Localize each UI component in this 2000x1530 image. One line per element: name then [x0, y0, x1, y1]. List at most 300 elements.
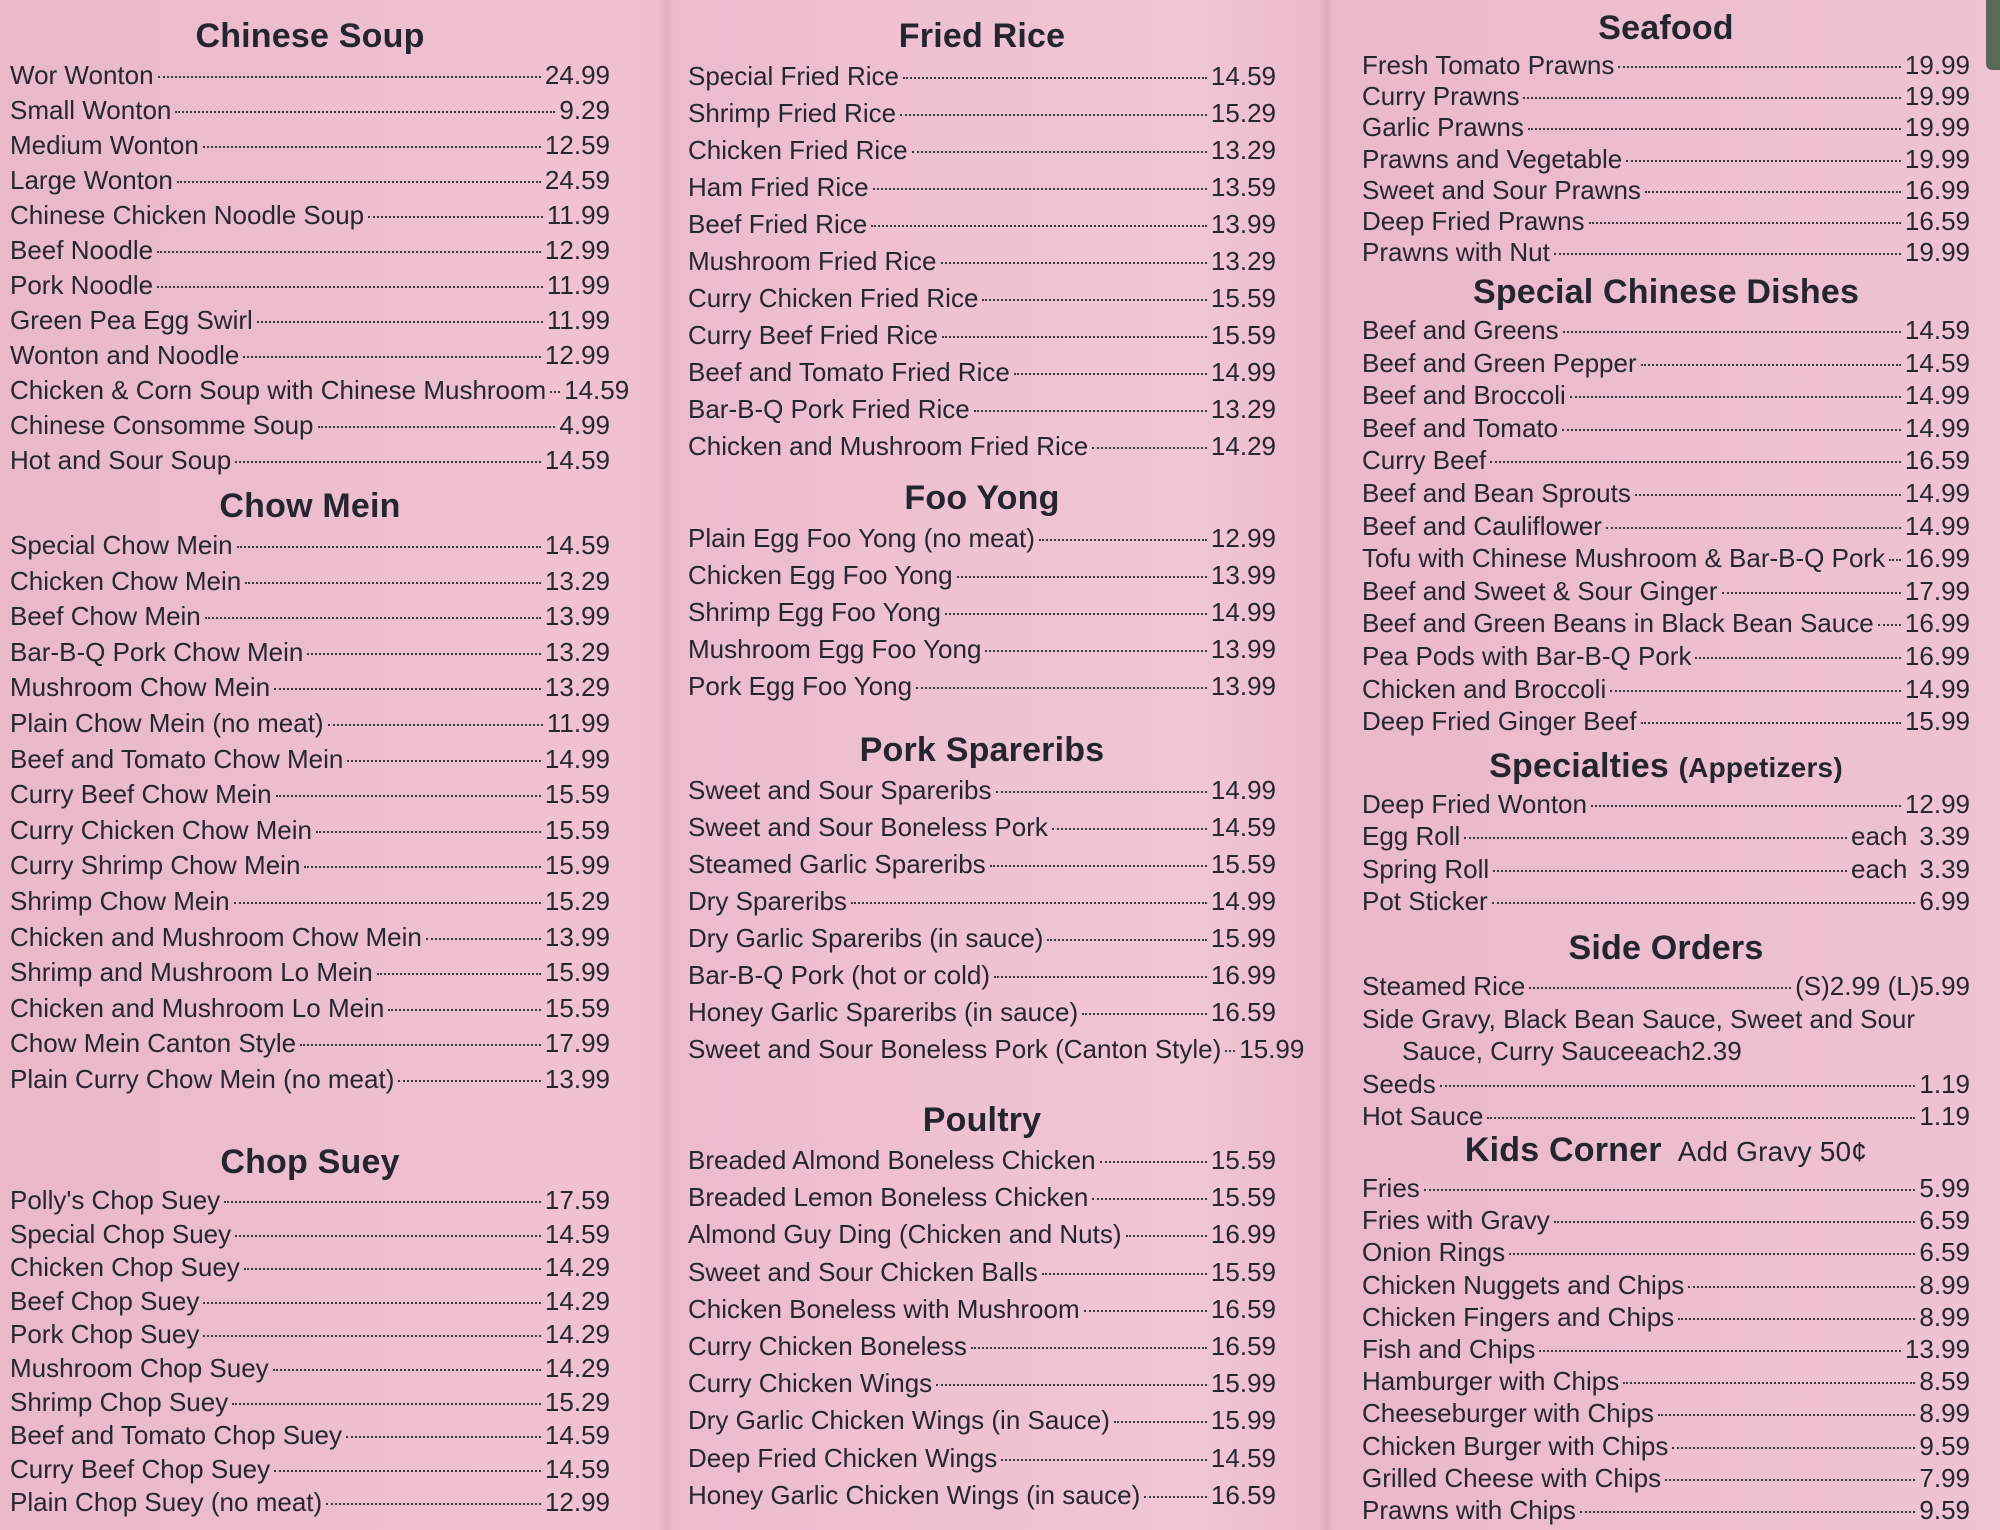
menu-item-name: Medium Wonton: [10, 130, 199, 160]
menu-item: [688, 1440, 1276, 1477]
menu-item-price: 14.99: [1210, 775, 1276, 805]
menu-item-name: Chicken & Corn Soup with Chinese Mushroom: [10, 375, 547, 405]
menu-item: [10, 920, 610, 956]
menu-item-name: Pork Chop Suey: [10, 1319, 200, 1350]
dot-leader: [996, 791, 1207, 793]
dot-leader: [1126, 1235, 1207, 1237]
menu-item: [1362, 1269, 1970, 1301]
menu-item-name: Garlic Prawns: [1362, 112, 1524, 143]
menu-item-price: 13.99: [1210, 209, 1276, 239]
dot-leader: [318, 426, 556, 428]
menu-item-name: Seeds: [1362, 1068, 1436, 1099]
menu-item-name: Beef and Green Beans in Black Bean Sauce: [1362, 608, 1874, 639]
menu-item: [10, 528, 610, 564]
menu-item-price: 16.59: [1904, 445, 1970, 476]
menu-item-price: 15.59: [544, 779, 610, 810]
menu-item-price: 15.99: [1210, 1405, 1276, 1436]
menu-item: [688, 169, 1276, 206]
menu-item-name: Deep Fried Ginger Beef: [1362, 706, 1637, 737]
menu-item-price: 3.39: [1919, 821, 1970, 852]
menu-item-price: 12.99: [544, 340, 610, 370]
menu-item-price: 6.59: [1919, 1205, 1970, 1236]
menu-item-name: Ham Fried Rice: [688, 172, 869, 202]
dot-leader: [1889, 559, 1901, 561]
dot-leader: [157, 251, 541, 253]
menu-item-name: Beef and Bean Sprouts: [1362, 477, 1631, 508]
menu-item: [1362, 206, 1970, 237]
menu-item: [1362, 1365, 1970, 1397]
menu-item: [688, 1291, 1276, 1328]
menu-item: [688, 520, 1276, 557]
menu-item: [1362, 444, 1970, 477]
menu-item: [1362, 1430, 1970, 1462]
menu-item-name: Shrimp Chop Suey: [10, 1386, 229, 1417]
dot-leader: [1554, 1221, 1916, 1223]
menu-item-price: 14.29: [544, 1252, 610, 1283]
menu-item-price: 13.59: [1210, 172, 1276, 202]
menu-item-price: 1.19: [1919, 1101, 1970, 1132]
menu-item-price: 16.99: [1210, 1219, 1276, 1250]
dot-leader: [912, 151, 1207, 153]
dot-leader: [1641, 364, 1901, 366]
dot-leader: [1144, 1496, 1207, 1498]
menu-item-price: 14.59: [544, 1453, 610, 1484]
dot-leader: [1493, 870, 1847, 872]
menu-item-name: Curry Chicken Boneless: [688, 1330, 967, 1361]
menu-item-price: 16.99: [1904, 543, 1970, 574]
menu-item: [688, 354, 1276, 391]
menu-item-price: 13.29: [544, 636, 610, 667]
menu-item-price: 14.99: [1210, 597, 1276, 627]
dot-leader: [426, 938, 541, 940]
section-title-text: Side Orders: [1568, 929, 1764, 967]
menu-item: [688, 1402, 1276, 1439]
menu-section-chinese-soup: [10, 14, 630, 478]
menu-item-name-line1: Side Gravy, Black Bean Sauce, Sweet and Sour: [1362, 1003, 1916, 1034]
menu-item-price: 14.99: [1904, 412, 1970, 443]
menu-item-name: Wor Wonton: [10, 60, 154, 90]
dot-leader: [300, 1044, 541, 1046]
dot-leader: [1100, 1161, 1207, 1163]
menu-item-price: 17.99: [544, 1028, 610, 1059]
menu-item: [10, 163, 610, 198]
background-edge: [1986, 0, 2000, 70]
menu-item-name: Steamed Garlic Spareribs: [688, 849, 986, 879]
menu-item-name: Sweet and Sour Chicken Balls: [688, 1256, 1038, 1287]
dot-leader: [1092, 447, 1207, 449]
section-title: [1362, 6, 1970, 50]
menu-item-price: 11.99: [546, 707, 610, 738]
menu-item-price: 19.99: [1904, 143, 1970, 174]
section-title-text: Seafood: [1598, 9, 1734, 47]
menu-item: [688, 1179, 1276, 1216]
dot-leader: [257, 321, 543, 323]
menu-item: [10, 198, 610, 233]
menu-item: [10, 373, 630, 408]
menu-item: [10, 1453, 610, 1487]
menu-item-name: Mushroom Fried Rice: [688, 246, 937, 276]
menu-item: [1362, 81, 1970, 112]
menu-item-name: Chicken Chow Mein: [10, 565, 242, 596]
dot-leader: [1562, 429, 1901, 431]
dot-leader: [1509, 1253, 1915, 1255]
menu-item: [688, 772, 1276, 809]
dot-leader: [945, 613, 1207, 615]
dot-leader: [1464, 837, 1847, 839]
dot-leader: [157, 286, 543, 288]
menu-item: [10, 670, 610, 706]
menu-item-price: 16.59: [1210, 1479, 1276, 1510]
menu-item-price: 15.29: [544, 885, 610, 916]
menu-item: [1362, 1397, 1970, 1429]
menu-item-price: 14.99: [1904, 510, 1970, 541]
menu-section-chop-suey: [10, 1140, 610, 1520]
menu-item-name: Plain Egg Foo Yong (no meat): [688, 523, 1035, 553]
dot-leader: [550, 391, 560, 393]
dot-leader: [1722, 592, 1901, 594]
menu-item-price: 17.59: [544, 1185, 610, 1215]
menu-item-price: 12.99: [544, 1487, 610, 1518]
menu-item-price: 13.29: [1210, 135, 1276, 165]
section-title-text: Special Chinese Dishes: [1472, 273, 1860, 311]
menu-item-price: 14.99: [544, 743, 610, 774]
menu-item: [10, 1486, 610, 1520]
menu-item-name: Bar-B-Q Pork Fried Rice: [688, 394, 970, 424]
menu-item-price: 14.59: [544, 445, 610, 475]
menu-item-name: Plain Chop Suey (no meat): [10, 1487, 323, 1518]
menu-item: [10, 813, 610, 849]
menu-item: [1362, 853, 1970, 885]
dot-leader: [158, 76, 541, 78]
dot-leader: [203, 1302, 541, 1304]
section-subtitle: (Appetizers): [1678, 752, 1843, 783]
dot-leader: [177, 181, 541, 183]
dot-leader: [307, 653, 541, 655]
dot-leader: [1635, 494, 1901, 496]
dot-leader: [990, 865, 1207, 867]
menu-item-price: 19.99: [1904, 112, 1970, 143]
section-note: Add Gravy 50¢: [1677, 1136, 1868, 1167]
menu-item: [1362, 1068, 1970, 1101]
menu-item: [1362, 1204, 1970, 1236]
menu-item: [1362, 510, 1970, 543]
menu-item-name: Curry Beef: [1362, 445, 1487, 476]
dot-leader: [1014, 373, 1207, 375]
dot-leader: [1589, 222, 1901, 224]
section-title: [10, 14, 610, 58]
dot-leader: [900, 114, 1207, 116]
dot-leader: [1440, 1085, 1916, 1087]
menu-item-price: 14.59: [544, 1218, 610, 1249]
menu-item: [10, 128, 610, 163]
menu-item: [10, 58, 610, 93]
menu-item-name: Bar-B-Q Pork (hot or cold): [688, 960, 990, 990]
menu-item-price: 14.59: [1210, 1442, 1276, 1473]
menu-item-name: Shrimp Chow Mein: [10, 885, 230, 916]
menu-item-price: 14.29: [544, 1352, 610, 1383]
menu-section-special-chinese-dishes: [1362, 270, 1970, 738]
dot-leader: [1047, 939, 1206, 941]
menu-item-name: Pea Pods with Bar-B-Q Pork: [1362, 640, 1692, 671]
dot-leader: [388, 1009, 541, 1011]
section-title-text: Chow Mein: [219, 487, 401, 525]
menu-item: [1362, 175, 1970, 206]
menu-item-price: 8.59: [1919, 1366, 1970, 1397]
menu-item-name: Plain Chow Mein (no meat): [10, 707, 324, 738]
menu-item-price: 11.99: [546, 305, 610, 335]
dot-leader: [985, 650, 1207, 652]
menu-item: [688, 557, 1276, 594]
menu-item: [688, 317, 1276, 354]
menu-item-price: 15.59: [1210, 320, 1276, 350]
menu-item-name: Prawns with Nut: [1362, 237, 1550, 268]
menu-item-name: Dry Spareribs: [688, 886, 847, 916]
menu-section-side-orders: [1362, 926, 1970, 1133]
dot-leader: [234, 902, 541, 904]
dot-leader: [1641, 722, 1901, 724]
menu-item-price: 13.99: [544, 601, 610, 632]
dot-leader: [851, 902, 1207, 904]
menu-item: [10, 1026, 610, 1062]
menu-item: [10, 233, 610, 268]
menu-item-price: 14.59: [1904, 315, 1970, 345]
menu-item-price: 14.59: [1210, 61, 1276, 91]
menu-item-price: 13.29: [1210, 394, 1276, 424]
menu-item-name: Beef and Broccoli: [1362, 380, 1566, 411]
menu-item-name: Breaded Lemon Boneless Chicken: [688, 1182, 1089, 1213]
menu-item-name: Shrimp Fried Rice: [688, 98, 897, 128]
dot-leader: [237, 546, 541, 548]
menu-section-fried-rice: [688, 14, 1276, 465]
menu-item-price: 14.99: [1904, 380, 1970, 411]
menu-item-price: 1.19: [1919, 1068, 1970, 1099]
menu-item-price: 14.59: [544, 530, 610, 560]
menu-item-price: 13.99: [544, 921, 610, 952]
dot-leader: [1424, 1189, 1916, 1191]
dot-leader: [368, 216, 543, 218]
dot-leader: [1225, 1050, 1235, 1052]
menu-item: [1362, 885, 1970, 917]
menu-item-price: 15.59: [1210, 1145, 1276, 1175]
menu-item: [10, 408, 610, 443]
dot-leader: [244, 1268, 541, 1270]
menu-item: [688, 846, 1276, 883]
menu-item-name: Fish and Chips: [1362, 1333, 1536, 1364]
dot-leader: [1645, 191, 1901, 193]
dot-leader: [232, 1403, 541, 1405]
menu-item-price: 15.59: [544, 992, 610, 1023]
dot-leader: [1052, 828, 1207, 830]
menu-item-price: 15.99: [1210, 1368, 1276, 1399]
menu-item-name: Beef and Tomato Chop Suey: [10, 1420, 342, 1451]
menu-item-name: Beef and Greens: [1362, 315, 1559, 345]
section-title-text: Chinese Soup: [195, 17, 425, 55]
menu-item-price: 16.59: [1904, 205, 1970, 236]
dot-leader: [1492, 902, 1916, 904]
dot-leader: [1539, 1350, 1901, 1352]
menu-item-name: Sweet and Sour Boneless Pork (Canton Style): [688, 1034, 1222, 1064]
menu-item-name: Sweet and Sour Prawns: [1362, 174, 1641, 205]
menu-item-price: 16.59: [1210, 1293, 1276, 1324]
menu-item-price: 5.99: [1919, 1173, 1970, 1203]
menu-item-price: 12.99: [544, 235, 610, 265]
section-title-text: Specialties: [1489, 747, 1669, 785]
menu-item-price: 9.59: [1919, 1430, 1970, 1461]
menu-item: [1362, 1462, 1970, 1494]
menu-item-name: Chicken Egg Foo Yong: [688, 560, 953, 590]
menu-item: [10, 564, 610, 600]
menu-item: [10, 443, 610, 478]
dot-leader: [316, 831, 541, 833]
menu-item: [688, 132, 1276, 169]
dot-leader: [235, 461, 541, 463]
dot-leader: [1623, 1382, 1915, 1384]
menu-item-name: Chinese Chicken Noodle Soup: [10, 200, 365, 230]
dot-leader: [1580, 1511, 1916, 1513]
dot-leader: [304, 866, 541, 868]
menu-item-price: 19.99: [1904, 81, 1970, 112]
menu-item-name: Deep Fried Wonton: [1362, 789, 1587, 819]
menu-item-price: 19.99: [1904, 50, 1970, 80]
menu-item: [688, 1365, 1276, 1402]
menu-item-price: 13.99: [544, 1063, 610, 1094]
dot-leader: [1563, 331, 1901, 333]
menu-item-price: 14.59: [1210, 812, 1276, 842]
menu-item-price: 8.99: [1919, 1301, 1970, 1332]
menu-item: [688, 206, 1276, 243]
menu-section-poultry: [688, 1098, 1276, 1514]
dot-leader: [1878, 624, 1901, 626]
menu-item-price: 14.59: [564, 375, 630, 405]
menu-item-name: Onion Rings: [1362, 1237, 1506, 1268]
menu-item-price: 14.99: [1904, 673, 1970, 704]
menu-item: [1362, 640, 1970, 673]
menu-item-name: Beef Chow Mein: [10, 601, 201, 632]
menu-item-price: 16.59: [1210, 997, 1276, 1027]
menu-item-name: Shrimp Egg Foo Yong: [688, 597, 941, 627]
menu-item-name: Hot Sauce: [1362, 1101, 1484, 1132]
section-title: [688, 1098, 1276, 1142]
menu-item-name: Curry Chicken Chow Mein: [10, 814, 312, 845]
menu-item-name: Chicken Burger with Chips: [1362, 1430, 1669, 1461]
menu-item-price: 15.99: [544, 850, 610, 881]
menu-item-name: Beef and Cauliflower: [1362, 510, 1602, 541]
menu-item-name: Beef and Green Pepper: [1362, 347, 1637, 378]
menu-item: [10, 1352, 610, 1386]
menu-item-price: 13.99: [1210, 634, 1276, 664]
menu-item-name: Curry Shrimp Chow Mein: [10, 850, 301, 881]
menu-item-name: Beef Noodle: [10, 235, 154, 265]
section-title-text: Foo Yong: [904, 479, 1060, 517]
menu-item: [1362, 1494, 1970, 1526]
menu-item: [688, 1142, 1276, 1179]
dot-leader: [871, 225, 1207, 227]
menu-item-price: 12.59: [544, 130, 610, 160]
dot-leader: [1688, 1286, 1915, 1288]
menu-item: [1362, 1333, 1970, 1365]
menu-item: [10, 93, 610, 128]
dot-leader: [982, 299, 1207, 301]
menu-item-name: Chicken and Mushroom Chow Mein: [10, 921, 422, 952]
menu-item: [1362, 575, 1970, 608]
menu-item-price: 16.99: [1904, 640, 1970, 671]
section-title-text: Pork Spareribs: [859, 731, 1105, 769]
menu-item-name: Bar-B-Q Pork Chow Mein: [10, 636, 304, 667]
section-title-text: Poultry: [922, 1101, 1042, 1139]
menu-item-price: 13.99: [1904, 1333, 1970, 1364]
menu-item: [10, 777, 610, 813]
menu-item-price: 2.39: [1691, 1036, 1742, 1067]
menu-item: [10, 742, 610, 778]
menu-item: [1362, 347, 1970, 380]
menu-item-name: Chicken and Mushroom Fried Rice: [688, 431, 1089, 461]
menu-item-name: Deep Fried Prawns: [1362, 205, 1585, 236]
menu-item-price: 12.99: [1904, 789, 1970, 819]
menu-item: [10, 303, 610, 338]
menu-item-price: 11.99: [546, 270, 610, 300]
menu-item-price: 9.29: [559, 95, 610, 125]
menu-item-name: Curry Beef Chop Suey: [10, 1453, 271, 1484]
menu-item: [1362, 607, 1970, 640]
menu-item: [688, 1031, 1305, 1068]
menu-item-name: Special Chop Suey: [10, 1218, 232, 1249]
menu-item: [10, 1251, 610, 1285]
menu-item-price: 6.59: [1919, 1237, 1970, 1268]
dot-leader: [274, 1470, 541, 1472]
menu-item-price: 13.99: [1210, 560, 1276, 590]
menu-item-name: Curry Beef Fried Rice: [688, 320, 938, 350]
menu-item: [10, 955, 610, 991]
dot-leader: [1082, 1013, 1207, 1015]
menu-item-price: 15.59: [1210, 1256, 1276, 1287]
menu-item-price: 15.29: [1210, 98, 1276, 128]
menu-item-name: Steamed Rice: [1362, 971, 1526, 1001]
dot-leader: [175, 111, 555, 113]
dot-leader: [1618, 66, 1901, 68]
dot-leader: [326, 1503, 541, 1505]
menu-item: [1362, 1003, 1970, 1068]
menu-item-price: 17.99: [1904, 575, 1970, 606]
menu-item: [688, 809, 1276, 846]
menu-item-price: 16.99: [1904, 174, 1970, 205]
menu-section-chow-mein: [10, 484, 610, 1098]
dot-leader: [1678, 1318, 1915, 1320]
menu-item: [1362, 542, 1970, 575]
menu-item-name: Special Chow Mein: [10, 530, 233, 560]
menu-item: [688, 58, 1276, 95]
menu-item-name: Curry Beef Chow Mein: [10, 779, 272, 810]
section-title: [10, 1140, 610, 1184]
menu-item-price: 16.59: [1210, 1330, 1276, 1361]
menu-item-name: Dry Garlic Spareribs (in sauce): [688, 923, 1044, 953]
dot-leader: [1665, 1479, 1915, 1481]
menu-item-name: Honey Garlic Chicken Wings (in sauce): [688, 1479, 1141, 1510]
dot-leader: [941, 262, 1207, 264]
menu-item: [10, 599, 610, 635]
dot-leader: [1114, 1421, 1207, 1423]
section-title: [688, 728, 1276, 772]
menu-section-kids-corner: [1362, 1128, 1970, 1526]
menu-item-name: Special Fried Rice: [688, 61, 899, 91]
menu-item-name: Prawns and Vegetable: [1362, 143, 1623, 174]
menu-section-pork-spareribs: [688, 728, 1305, 1068]
menu-item-name: Egg Roll: [1362, 821, 1461, 852]
menu-item-price: 14.59: [1904, 347, 1970, 378]
dot-leader: [1490, 461, 1901, 463]
dot-leader: [346, 1436, 541, 1438]
menu-item-name: Chicken Nuggets and Chips: [1362, 1269, 1685, 1300]
dot-leader: [203, 1335, 541, 1337]
